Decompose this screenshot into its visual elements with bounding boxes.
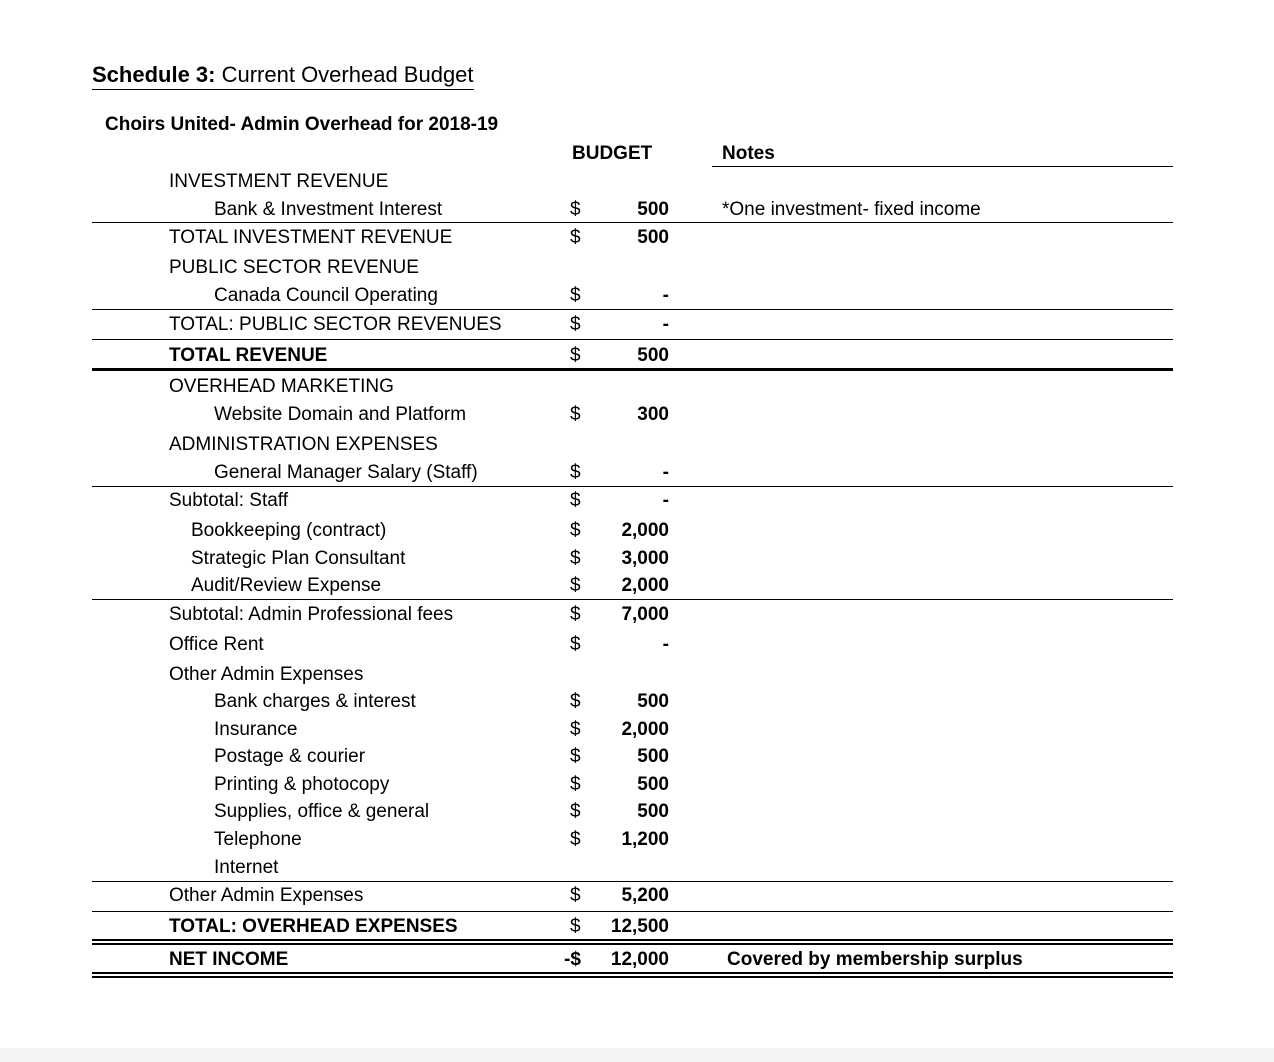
document-subtitle: Choirs United- Admin Overhead for 2018-19	[105, 114, 499, 135]
row-label: Insurance	[214, 719, 298, 740]
row-amount: 500	[637, 345, 669, 366]
row-amount: 3,000	[621, 548, 669, 569]
row-amount: 2,000	[621, 575, 669, 596]
row-currency: $	[570, 404, 581, 425]
row-amount: -	[662, 314, 669, 335]
double-rule-bottom	[92, 976, 1173, 978]
row-label: TOTAL: PUBLIC SECTOR REVENUES	[169, 314, 502, 335]
row-currency: $	[570, 801, 581, 822]
row-label: Bank & Investment Interest	[214, 199, 443, 220]
row-label: Telephone	[214, 829, 302, 850]
row-label: TOTAL REVENUE	[169, 345, 328, 366]
divider	[92, 339, 1173, 340]
row-currency: -$	[564, 949, 581, 970]
row-currency: $	[570, 575, 581, 596]
row-amount: 1,200	[621, 829, 669, 850]
row-currency: $	[570, 885, 581, 906]
row-amount: 12,000	[610, 949, 669, 970]
row-currency: $	[570, 691, 581, 712]
row-amount: -	[662, 285, 669, 306]
row-label: Supplies, office & general	[214, 801, 430, 822]
row-currency: $	[570, 199, 581, 220]
row-currency: $	[570, 634, 581, 655]
row-currency: $	[570, 520, 581, 541]
row-amount: 500	[637, 746, 669, 767]
page-footer-band	[0, 1048, 1274, 1062]
page-title: Schedule 3: Current Overhead Budget	[92, 62, 474, 90]
row-currency: $	[570, 774, 581, 795]
row-amount: 12,500	[610, 916, 669, 937]
row-currency: $	[570, 916, 581, 937]
row-currency: $	[570, 285, 581, 306]
double-rule-top	[92, 972, 1173, 974]
row-amount: 500	[637, 774, 669, 795]
row-label: INVESTMENT REVENUE	[169, 171, 389, 192]
row-label: Internet	[214, 857, 279, 878]
row-label: TOTAL: OVERHEAD EXPENSES	[169, 916, 458, 937]
row-label: Office Rent	[169, 634, 264, 655]
notes-column-header: Notes	[722, 143, 775, 164]
notes-header-underline	[712, 166, 1173, 167]
row-label: Other Admin Expenses	[169, 664, 364, 685]
double-rule-top	[92, 939, 1173, 941]
row-label: Audit/Review Expense	[191, 575, 382, 596]
row-note: *One investment- fixed income	[722, 199, 981, 220]
divider	[92, 486, 1173, 487]
row-amount: 5,200	[621, 885, 669, 906]
row-label: Canada Council Operating	[214, 285, 438, 306]
row-amount: 500	[637, 227, 669, 248]
row-label: Other Admin Expenses	[169, 885, 364, 906]
row-label: Postage & courier	[214, 746, 366, 767]
divider	[92, 309, 1173, 310]
row-label: ADMINISTRATION EXPENSES	[169, 434, 438, 455]
row-label: Website Domain and Platform	[214, 404, 467, 425]
row-amount: 300	[637, 404, 669, 425]
row-currency: $	[570, 314, 581, 335]
row-label: General Manager Salary (Staff)	[214, 462, 478, 483]
row-currency: $	[570, 746, 581, 767]
row-currency: $	[570, 462, 581, 483]
row-amount: 7,000	[621, 604, 669, 625]
row-amount: 500	[637, 801, 669, 822]
row-amount: 2,000	[621, 520, 669, 541]
divider	[92, 599, 1173, 600]
row-label: PUBLIC SECTOR REVENUE	[169, 257, 419, 278]
row-currency: $	[570, 719, 581, 740]
row-amount: 2,000	[621, 719, 669, 740]
row-label: Bank charges & interest	[214, 691, 416, 712]
row-label: Strategic Plan Consultant	[191, 548, 406, 569]
row-label: NET INCOME	[169, 949, 289, 970]
row-currency: $	[570, 548, 581, 569]
row-currency: $	[570, 345, 581, 366]
row-currency: $	[570, 829, 581, 850]
divider	[92, 911, 1173, 912]
row-amount: -	[662, 462, 669, 483]
budget-column-header: BUDGET	[572, 143, 653, 164]
row-label: OVERHEAD MARKETING	[169, 376, 394, 397]
row-label: Subtotal: Admin Professional fees	[169, 604, 454, 625]
row-label: TOTAL INVESTMENT REVENUE	[169, 227, 453, 248]
divider	[92, 368, 1173, 371]
row-amount: 500	[637, 691, 669, 712]
row-amount: -	[662, 490, 669, 511]
row-amount: -	[662, 634, 669, 655]
row-currency: $	[570, 604, 581, 625]
double-rule-bottom	[92, 943, 1173, 945]
divider	[92, 881, 1173, 882]
row-label: Subtotal: Staff	[169, 490, 289, 511]
row-currency: $	[570, 490, 581, 511]
divider	[92, 222, 1173, 223]
row-amount: 500	[637, 199, 669, 220]
row-note: Covered by membership surplus	[727, 949, 1023, 970]
row-label: Printing & photocopy	[214, 774, 390, 795]
row-label: Bookkeeping (contract)	[191, 520, 387, 541]
row-currency: $	[570, 227, 581, 248]
